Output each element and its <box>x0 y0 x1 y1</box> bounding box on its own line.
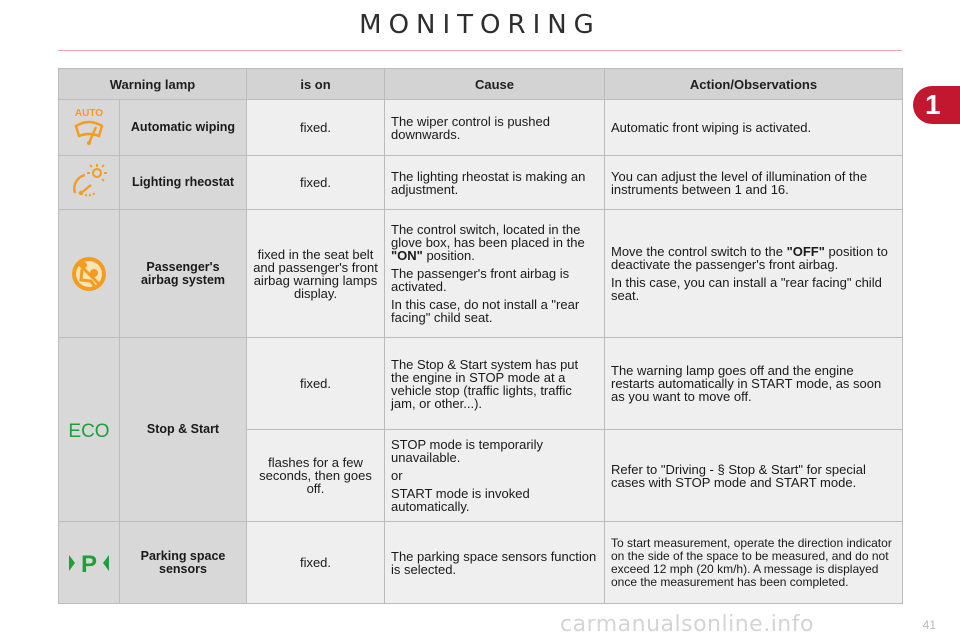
eco-icon-label: ECO <box>68 420 110 442</box>
lighting-rheostat-icon-cell <box>59 156 120 210</box>
action <box>605 430 903 522</box>
action-text: To start measurement, operate the direction indicator on the side of the space to be measured, and do not exceed 12 mph (20 km/h). A message is displayed once the measurement has been completed. <box>611 535 892 589</box>
auto-wiper-icon-label: AUTO <box>74 107 104 119</box>
lamp-name: Lighting rheostat <box>120 156 247 210</box>
lamp-name: Stop & Start <box>120 338 247 522</box>
parking-sensors-icon-cell <box>59 522 120 604</box>
auto-wiper-icon <box>69 106 109 150</box>
lighting-rheostat-icon <box>69 163 109 203</box>
cause <box>385 210 605 338</box>
chapter-tab[interactable]: 1 <box>913 86 960 124</box>
table-header-row <box>59 69 903 100</box>
cause-text: START mode is invoked automatically. <box>391 486 530 514</box>
cause-text: The control switch, located in the glove box, has been placed in the "ON" position. <box>391 222 585 263</box>
cause <box>385 522 605 604</box>
action-text: In this case, you can install a "rear facing" child seat. <box>611 275 882 303</box>
table-row <box>59 338 903 430</box>
cause-text: STOP mode is temporarily unavailable. <box>391 437 543 465</box>
table-row <box>59 156 903 210</box>
header-is-on: is on <box>247 69 385 100</box>
page-number: 41 <box>922 618 936 632</box>
is-on: fixed in the seat belt and passenger's front airbag warning lamps display. <box>247 210 385 338</box>
watermark: carmanualsonline.info <box>560 612 814 637</box>
table-row <box>59 522 903 604</box>
action <box>605 156 903 210</box>
cause-text: The parking space sensors function is selected. <box>391 548 597 577</box>
action-text: The warning lamp goes off and the engine restarts automatically in START mode, as soon as you want to move off. <box>611 363 882 404</box>
cause-text: The Stop & Start system has put the engine in STOP mode at a vehicle stop (traffic lights, traffic jam, or other...). <box>391 356 579 411</box>
page-title: MONITORING <box>359 10 601 40</box>
cause <box>385 100 605 156</box>
lamp-name: Automatic wiping <box>120 100 247 156</box>
action-text: You can adjust the level of illumination of the instruments between 1 and 16. <box>611 168 868 197</box>
eco-icon <box>67 418 111 442</box>
is-on: fixed. <box>247 522 385 604</box>
action <box>605 100 903 156</box>
header-action: Action/Observations <box>605 69 903 100</box>
lamp-name: Parking space sensors <box>120 522 247 604</box>
eco-icon-cell <box>59 338 120 522</box>
is-on: fixed. <box>247 100 385 156</box>
cause-text: The lighting rheostat is making an adjustment. <box>391 168 586 197</box>
action <box>605 338 903 430</box>
cause-text: The passenger's front airbag is activated. <box>391 266 570 294</box>
lamp-name: Passenger's airbag system <box>120 210 247 338</box>
action <box>605 210 903 338</box>
cause <box>385 156 605 210</box>
is-on: fixed. <box>247 338 385 430</box>
title-divider <box>58 50 902 51</box>
action-text: Automatic front wiping is activated. <box>611 120 812 135</box>
is-on: flashes for a few seconds, then goes off. <box>247 430 385 522</box>
action-text: Move the control switch to the "OFF" position to deactivate the passenger's front airbag. <box>611 244 888 272</box>
cause-text: or <box>391 468 403 483</box>
warning-lamp-table <box>58 68 903 604</box>
auto-wiper-icon-cell <box>59 100 120 156</box>
action-text: Refer to "Driving - § Stop & Start" for special cases with STOP mode and START mode. <box>611 461 866 490</box>
cause-text: The wiper control is pushed downwards. <box>391 113 550 142</box>
table-row <box>59 100 903 156</box>
passenger-airbag-off-icon <box>69 254 109 294</box>
cause <box>385 338 605 430</box>
passenger-airbag-off-icon-cell <box>59 210 120 338</box>
parking-sensors-icon <box>67 549 111 577</box>
cause <box>385 430 605 522</box>
table-row <box>59 210 903 338</box>
cause-text: In this case, do not install a "rear facing" child seat. <box>391 297 580 325</box>
header-warning-lamp: Warning lamp <box>59 69 247 100</box>
header-cause: Cause <box>385 69 605 100</box>
is-on: fixed. <box>247 156 385 210</box>
action <box>605 522 903 604</box>
parking-sensors-icon-label: P <box>80 550 98 577</box>
